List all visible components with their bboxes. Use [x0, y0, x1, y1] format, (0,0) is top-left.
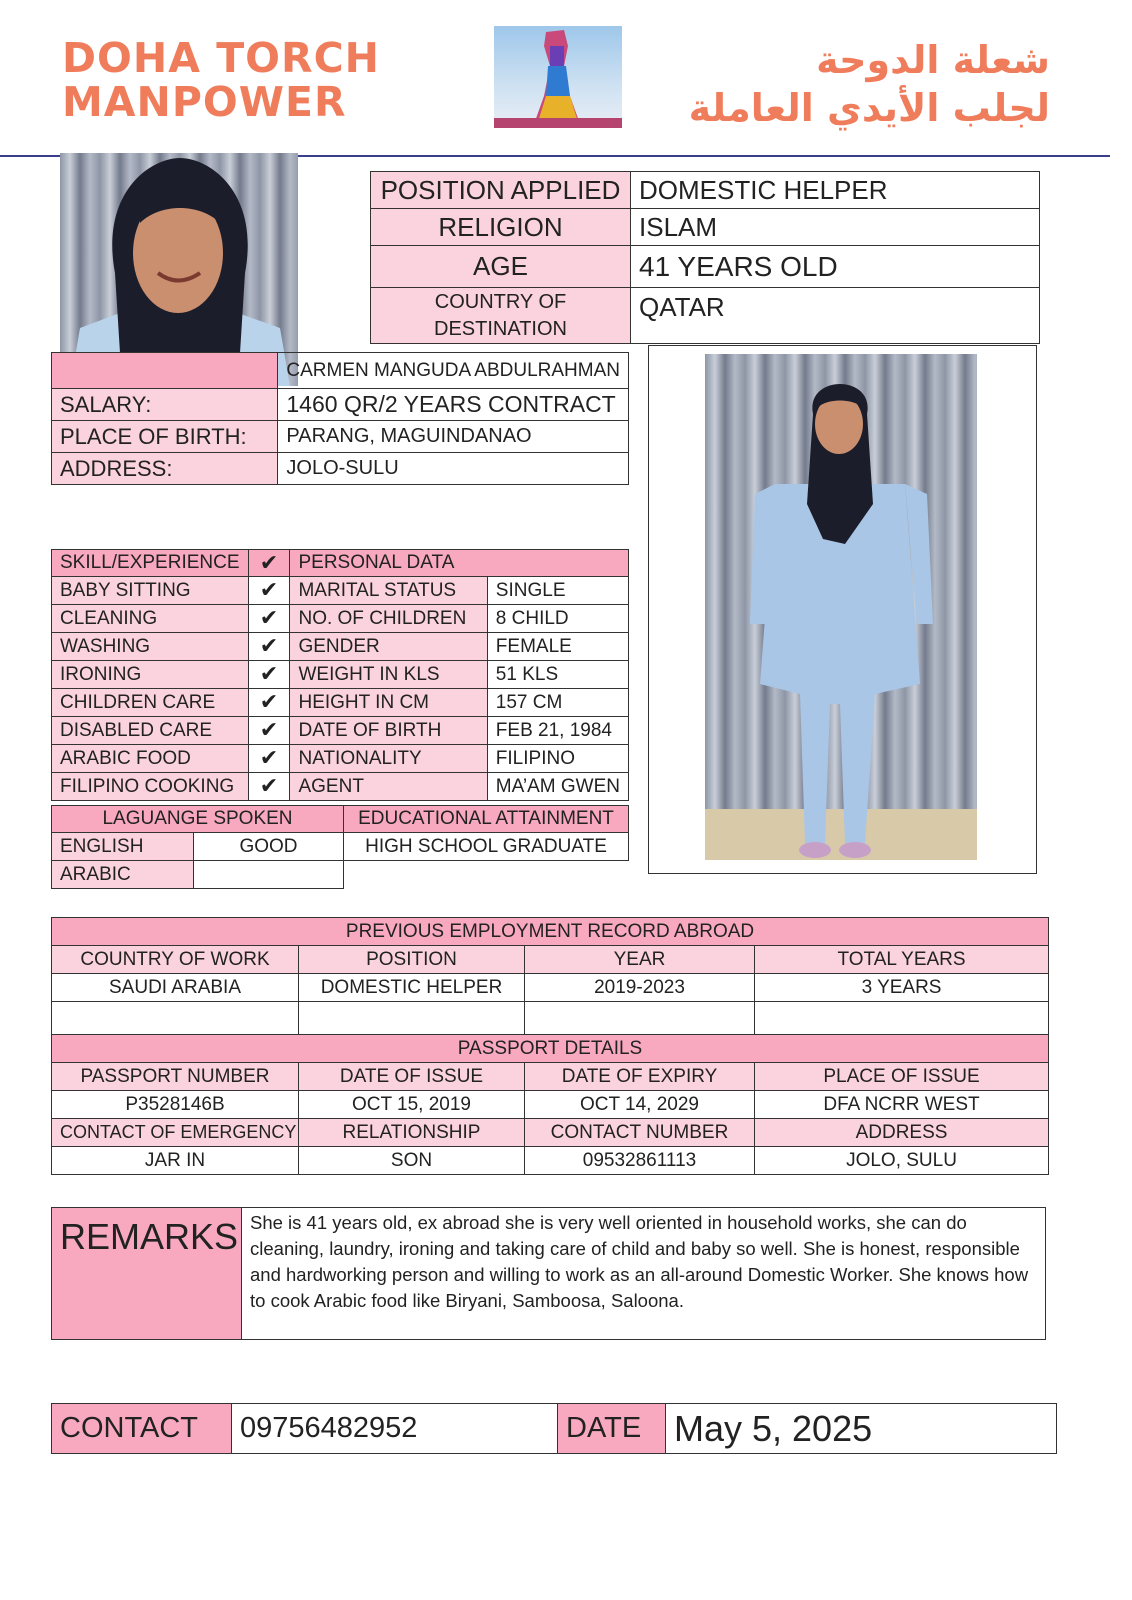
check-icon: ✔: [248, 689, 290, 717]
religion-value: ISLAM: [631, 209, 1040, 246]
age-label: AGE: [371, 246, 631, 288]
company-logo-text: [62, 36, 462, 124]
age-value: 41 YEARS OLD: [631, 246, 1040, 288]
person-standing-icon: [705, 354, 977, 860]
position-label: POSITION APPLIED: [371, 172, 631, 209]
date-label: DATE: [558, 1404, 666, 1454]
basic-info-table: [51, 352, 629, 485]
personal-value: SINGLE: [487, 577, 628, 605]
check-icon: ✔: [248, 550, 290, 577]
emergency-contact-number: 09532861113: [525, 1147, 755, 1175]
address-label: ADDRESS:: [52, 453, 278, 485]
contact-label: CONTACT: [52, 1404, 232, 1454]
check-icon: ✔: [248, 773, 290, 801]
personal-label: DATE OF BIRTH: [290, 717, 487, 745]
passport-column: DATE OF EXPIRY: [525, 1063, 755, 1091]
skill-item: FILIPINO COOKING: [52, 773, 249, 801]
birthplace-label: PLACE OF BIRTH:: [52, 421, 278, 453]
employment-cell: [755, 1002, 1049, 1035]
personal-label: AGENT: [290, 773, 487, 801]
employment-cell: [299, 1002, 525, 1035]
remarks-label: REMARKS: [52, 1208, 242, 1340]
education-table: [343, 805, 629, 861]
passport-issue-date: OCT 15, 2019: [299, 1091, 525, 1119]
personal-value: 8 CHILD: [487, 605, 628, 633]
passport-expiry-date: OCT 14, 2029: [525, 1091, 755, 1119]
contact-number: 09756482952: [232, 1404, 558, 1454]
employment-cell: [525, 1002, 755, 1035]
employment-title: PREVIOUS EMPLOYMENT RECORD ABROAD: [52, 918, 1049, 946]
personal-value: FEMALE: [487, 633, 628, 661]
footer-table: [51, 1403, 1057, 1454]
emergency-column: RELATIONSHIP: [299, 1119, 525, 1147]
employment-column: YEAR: [525, 946, 755, 974]
skill-item: BABY SITTING: [52, 577, 249, 605]
arabic-line-2: لجلب الأيدي العاملة: [688, 86, 1050, 130]
employment-cell: [52, 1002, 299, 1035]
salary-label: SALARY:: [52, 389, 278, 421]
passport-column: DATE OF ISSUE: [299, 1063, 525, 1091]
skill-item: CHILDREN CARE: [52, 689, 249, 717]
employment-column: COUNTRY OF WORK: [52, 946, 299, 974]
employment-column: TOTAL YEARS: [755, 946, 1049, 974]
torch-logo-image: [494, 26, 622, 128]
remarks-table: [51, 1207, 1046, 1340]
check-icon: ✔: [248, 577, 290, 605]
salary-value: 1460 QR/2 YEARS CONTRACT: [278, 389, 629, 421]
skill-item: CLEANING: [52, 605, 249, 633]
personal-label: HEIGHT IN CM: [290, 689, 487, 717]
emergency-column: CONTACT OF EMERGENCY: [52, 1119, 299, 1147]
full-name: CARMEN MANGUDA ABDULRAHMAN: [278, 353, 629, 389]
personal-header: PERSONAL DATA: [290, 550, 629, 577]
personal-label: WEIGHT IN KLS: [290, 661, 487, 689]
torch-tower-icon: [494, 26, 622, 128]
employment-cell: 3 YEARS: [755, 974, 1049, 1002]
language-level: GOOD: [194, 833, 344, 861]
logo-line-1: DOHA TORCH: [62, 34, 381, 82]
employment-cell: 2019-2023: [525, 974, 755, 1002]
personal-label: NATIONALITY: [290, 745, 487, 773]
check-icon: ✔: [248, 661, 290, 689]
remarks-text: She is 41 years old, ex abroad she is very well oriented in household works, she can do cleaning, laundry, ironing and taking care of child and baby so well. She is honest, responsible and hardworking person and willing to work as an all-around Domestic Worker. She knows how to cook Arabic food like Biryani, Samboosa, Saloona.: [242, 1208, 1046, 1340]
emergency-column: ADDRESS: [755, 1119, 1049, 1147]
personal-value: 51 KLS: [487, 661, 628, 689]
passport-column: PASSPORT NUMBER: [52, 1063, 299, 1091]
personal-value: 157 CM: [487, 689, 628, 717]
check-icon: ✔: [248, 745, 290, 773]
skills-personal-table: [51, 549, 629, 801]
language-level: [194, 861, 344, 889]
skill-item: ARABIC FOOD: [52, 745, 249, 773]
emergency-address: JOLO, SULU: [755, 1147, 1049, 1175]
position-value: DOMESTIC HELPER: [631, 172, 1040, 209]
personal-label: GENDER: [290, 633, 487, 661]
personal-label: NO. OF CHILDREN: [290, 605, 487, 633]
emergency-column: CONTACT NUMBER: [525, 1119, 755, 1147]
personal-value: FEB 21, 1984: [487, 717, 628, 745]
full-body-photo-frame: [648, 345, 1037, 874]
check-icon: ✔: [248, 605, 290, 633]
emergency-relationship: SON: [299, 1147, 525, 1175]
birthplace-value: PARANG, MAGUINDANAO: [278, 421, 629, 453]
skill-item: IRONING: [52, 661, 249, 689]
personal-label: MARITAL STATUS: [290, 577, 487, 605]
employment-cell: SAUDI ARABIA: [52, 974, 299, 1002]
check-icon: ✔: [248, 633, 290, 661]
passport-number: P3528146B: [52, 1091, 299, 1119]
employment-column: POSITION: [299, 946, 525, 974]
logo-line-2: MANPOWER: [62, 78, 347, 126]
language-header: LAGUANGE SPOKEN: [52, 806, 344, 833]
address-value: JOLO-SULU: [278, 453, 629, 485]
language-label: ARABIC: [52, 861, 194, 889]
personal-value: MA’AM GWEN: [487, 773, 628, 801]
skills-header: SKILL/EXPERIENCE: [52, 550, 249, 577]
check-icon: ✔: [248, 717, 290, 745]
passport-column: PLACE OF ISSUE: [755, 1063, 1049, 1091]
destination-label: COUNTRY OF DESTINATION: [371, 288, 631, 344]
religion-label: RELIGION: [371, 209, 631, 246]
employment-passport-table: [51, 917, 1049, 1175]
destination-value: QATAR: [631, 288, 1040, 344]
name-label-cell: [52, 353, 278, 389]
arabic-logo-text: [650, 36, 1050, 132]
passport-issue-place: DFA NCRR WEST: [755, 1091, 1049, 1119]
language-table: [51, 805, 344, 889]
full-body-photo: [705, 354, 977, 860]
date-value: May 5, 2025: [666, 1404, 1057, 1454]
passport-title: PASSPORT DETAILS: [52, 1035, 1049, 1063]
employment-cell: DOMESTIC HELPER: [299, 974, 525, 1002]
skill-item: DISABLED CARE: [52, 717, 249, 745]
arabic-line-1: شعلة الدوحة: [816, 38, 1050, 82]
education-value: HIGH SCHOOL GRADUATE: [344, 833, 629, 861]
personal-value: FILIPINO: [487, 745, 628, 773]
top-info-table: [370, 171, 1040, 344]
skill-item: WASHING: [52, 633, 249, 661]
education-header: EDUCATIONAL ATTAINMENT: [344, 806, 629, 833]
emergency-contact-name: JAR IN: [52, 1147, 299, 1175]
language-label: ENGLISH: [52, 833, 194, 861]
